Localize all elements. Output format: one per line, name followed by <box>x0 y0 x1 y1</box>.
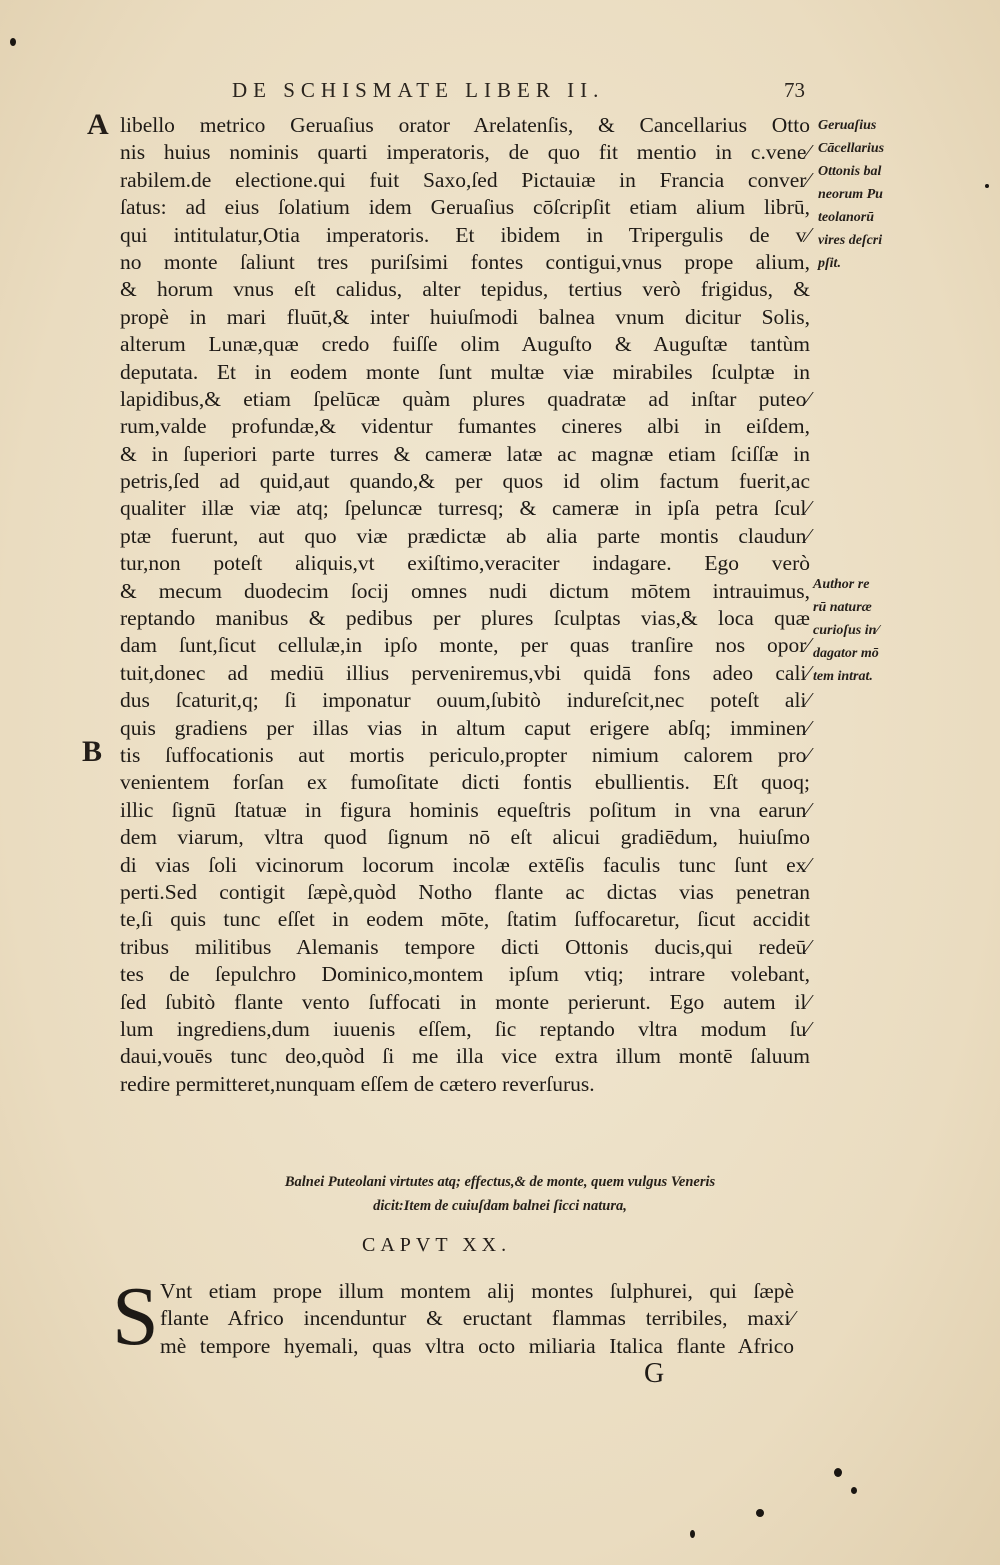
side-note-line: teolanorū <box>818 210 875 225</box>
text-line: tur,non poteſt aliquis,vt exiſtimo,veraciter indagare. Ego verò <box>120 551 810 576</box>
ink-spot <box>10 38 16 46</box>
text-line: rabilem.de electione.qui fuit Saxo,ſed Pictauiæ in Francia conver⁄ <box>120 167 810 192</box>
ink-spot <box>851 1487 857 1494</box>
side-note-line: dagator mō <box>813 646 879 661</box>
side-note-line: pſit. <box>818 256 841 271</box>
text-line: di vias ſoli vicinorum locorum incolæ extēſis faculis tunc ſunt ex⁄ <box>120 852 810 877</box>
page-number: 73 <box>784 78 805 102</box>
section-marker-a: A <box>87 108 109 141</box>
side-note-line: rū naturæ <box>813 600 872 615</box>
text-line: & in ſuperiori parte turres & cameræ latæ ac magnæ etiam ſciſſæ in <box>120 441 810 466</box>
text-line: tes de ſepulchro Dominico,montem ipſum vtiq; intrare volebant, <box>120 962 810 987</box>
summary-line-2: dicit:Item de cuiuſdam balnei ſicci natura, <box>373 1198 627 1214</box>
side-note-line: curioſus in⁄ <box>813 623 879 638</box>
ink-spot <box>756 1509 764 1517</box>
text-line: dam ſunt,ſicut cellulæ,in ipſo monte, per quas tranſire nos opor⁄ <box>120 633 810 658</box>
text-line: & mecum duodecim ſocij omnes nudi dictum mōtem intrauimus, <box>120 578 810 603</box>
side-note-line: vires deſcri <box>818 233 883 248</box>
text-line: venientem forſan ex fumoſitate dicti fontis ebullientis. Eſt quoq; <box>120 770 810 795</box>
text-line: lapidibus,& etiam ſpelūcæ quàm plures quadratæ ad inſtar puteo⁄ <box>120 386 810 411</box>
text-line: rum,valde profundæ,& videntur fumantes cineres albi in eiſdem, <box>120 414 810 439</box>
ink-spot <box>834 1468 842 1477</box>
chapter-text-line: flante Africo incenduntur & eructant flammas terribiles, maxi⁄ <box>160 1306 794 1331</box>
chapter-heading: CAPVT XX. <box>362 1234 512 1256</box>
side-note-line: Geruaſius <box>818 118 877 133</box>
text-line: & horum vnus eſt calidus, alter tepidus, tertius verò frigidus, & <box>120 277 810 302</box>
text-line: tis ſuffocationis aut mortis periculo,propter nimium calorem pro⁄ <box>120 742 810 767</box>
chapter-text-block <box>160 1278 794 1360</box>
text-line: tribus militibus Alemanis tempore dicti Ottonis ducis,qui redeū⁄ <box>120 934 810 959</box>
ink-spot <box>690 1530 695 1538</box>
side-note-line: Author re <box>813 577 870 592</box>
text-line: te,ſi quis tunc eſſet in eodem mōte, ſtatim ſuffocaretur, ſicut accidit <box>120 907 810 932</box>
signature-mark: G <box>644 1358 665 1389</box>
text-line: qualiter illæ viæ atq; ſpeluncæ turresq; & cameræ in ipſa petra ſcul⁄ <box>120 496 810 521</box>
text-line: dus ſcaturit,q; ſi imponatur ouum,ſubitò indureſcit,nec poteſt ali⁄ <box>120 688 810 713</box>
text-line: dem viarum, vltra quod ſignum nō eſt alicui gradiēdum, huiuſmo <box>120 825 810 850</box>
text-line: qui intitulatur,Otia imperatoris. Et ibidem in Tripergulis de v⁄ <box>120 222 810 247</box>
text-line: no monte ſaliunt tres puriſsimi fontes contigui,vnus prope alium, <box>120 249 810 274</box>
text-line: deputata. Et in eodem monte ſunt multæ viæ mirabiles ſculptæ in <box>120 359 810 384</box>
text-line: redire permitteret,nunquam eſſem de cætero reverſurus. <box>120 1071 595 1096</box>
text-line: libello metrico Geruaſius orator Arelatenſis, & Cancellarius Otto <box>120 113 810 137</box>
section-marker-b: B <box>82 735 103 768</box>
text-line: ptæ fuerunt, aut quo viæ prædictæ ab alia parte montis claudun⁄ <box>120 523 810 548</box>
running-header <box>232 78 832 103</box>
text-line: tuit,donec ad mediū illius perveniremus,vbi quidā fons adeo cali⁄ <box>120 660 810 685</box>
text-line: illic ſignū ſtatuæ in figura hominis equeſtris poſitum in vna earun⁄ <box>120 797 810 822</box>
ink-spot <box>985 184 989 188</box>
text-line: reptando manibus & pedibus per plures ſculptas vias,& loca quæ <box>120 606 810 631</box>
text-line: ſatus: ad eius ſolatium idem Geruaſius cōſcripſit etiam alium librū, <box>120 195 810 220</box>
side-note-author <box>813 573 913 688</box>
chapter-text-line: mè tempore hyemali, quas vltra octo miliaria Italica flante Africo <box>160 1333 794 1358</box>
text-line: daui,vouēs tunc deo,quòd ſi me illa vice extra illum montē ſaluum <box>120 1044 810 1069</box>
text-line: propè in mari fluūt,& inter huiuſmodi balnea vnum dicitur Solis, <box>120 304 810 329</box>
text-line: quis gradiens per illas vias in altum caput erigere abſq; imminen⁄ <box>120 715 810 740</box>
drop-capital: S <box>112 1270 159 1363</box>
text-line: lum ingrediens,dum iuuenis eſſem, ſic reptando vltra modum ſu⁄ <box>120 1016 810 1041</box>
side-note-gervasius <box>818 114 918 275</box>
text-line: ſed ſubitò flante vento ſuffocati in monte perierunt. Ego autem il⁄ <box>120 989 810 1014</box>
text-line: petris,ſed ad quid,aut quando,& per quos id olim factum fuerit,ac <box>120 469 810 494</box>
chapter-text-line: Vnt etiam prope illum montem alij montes ſulphurei, qui ſæpè <box>160 1279 794 1303</box>
main-text-block <box>120 112 810 1098</box>
summary-line-1: Balnei Puteolani virtutes atq; effectus,& de monte, quem vulgus Veneris <box>284 1174 716 1190</box>
text-line: alterum Lunæ,quæ credo fuiſſe olim Auguſto & Auguſtæ tantùm <box>120 332 810 357</box>
text-line: perti.Sed contigit ſæpè,quòd Notho flante ac dictas vias penetran <box>120 879 810 904</box>
side-note-line: tem intrat. <box>813 669 873 684</box>
chapter-summary <box>150 1170 850 1218</box>
running-title: DE SCHISMATE LIBER II. <box>232 78 605 102</box>
side-note-line: Cācellarius <box>818 141 885 156</box>
text-line: nis huius nominis quarti imperatoris, de quo fit mentio in c.vene⁄ <box>120 140 810 165</box>
side-note-line: neorum Pu <box>818 187 883 202</box>
side-note-line: Ottonis bal <box>818 164 882 179</box>
